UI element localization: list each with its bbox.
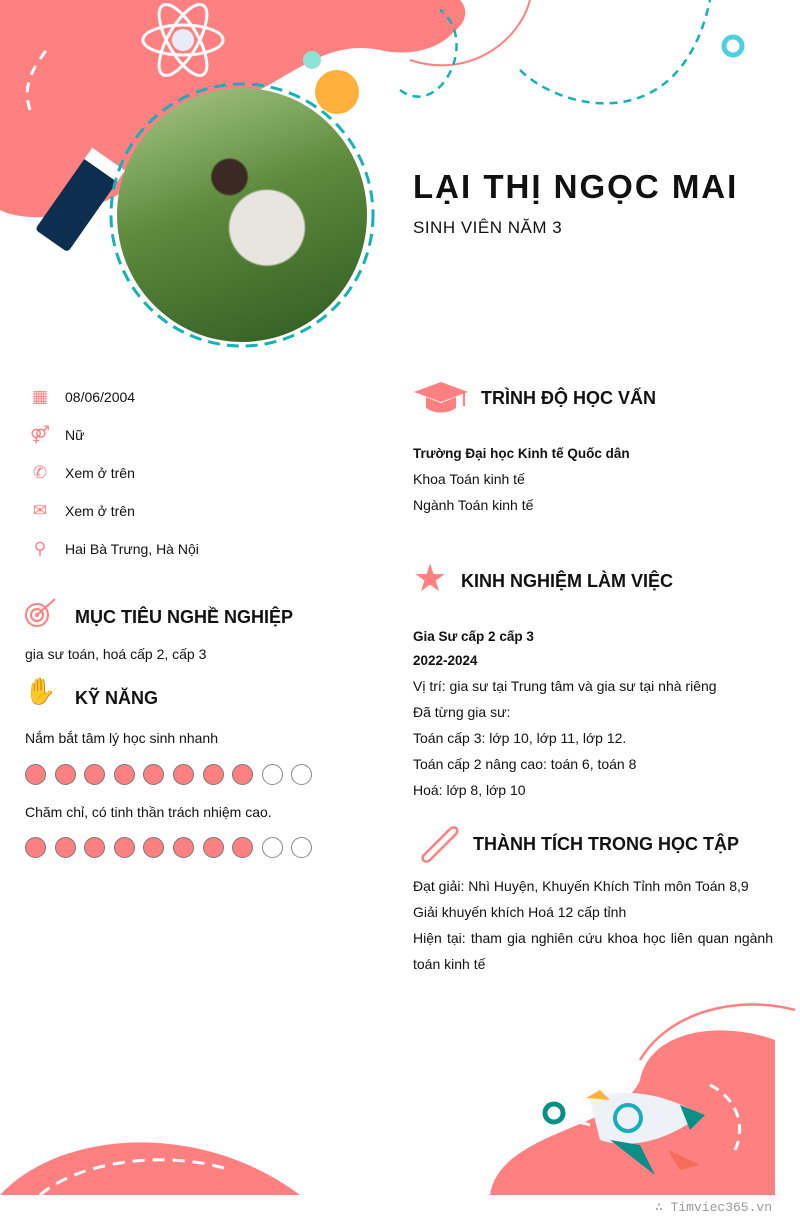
rating-dot-filled: [84, 837, 105, 858]
education-line: Ngành Toán kinh tế: [413, 497, 534, 513]
target-icon: [24, 597, 58, 629]
watermark: ∴ Timviec365.vn: [654, 1200, 772, 1215]
experience-line: Hoá: lớp 8, lớp 10: [413, 782, 526, 798]
candidate-title: SINH VIÊN NĂM 3: [413, 218, 563, 237]
skill-name: Chăm chỉ, có tinh thần trách nhiệm cao.: [25, 804, 272, 820]
info-value: Xem ở trên: [65, 465, 135, 481]
gender-icon: ⚤: [30, 425, 50, 444]
experience-line: Vị trí: gia sư tại Trung tâm và gia sư tại nhà riêng: [413, 678, 717, 694]
info-value: Hai Bà Trưng, Hà Nội: [65, 541, 199, 557]
objective-heading: MỤC TIÊU NGHỀ NGHIỆP: [75, 607, 294, 627]
experience-job: Gia Sư cấp 2 cấp 3: [413, 629, 534, 644]
skill-name: Nắm bắt tâm lý học sinh nhanh: [25, 730, 218, 746]
objective-text: gia sư toán, hoá cấp 2, cấp 3: [25, 646, 207, 662]
candidate-name: LẠI THỊ NGỌC MAI: [413, 168, 739, 205]
rating-dot-filled: [143, 837, 164, 858]
skill-rating: [25, 764, 312, 785]
info-address: [30, 539, 199, 559]
rating-dot-filled: [55, 764, 76, 785]
profile-photo: [117, 88, 367, 342]
rating-dot-filled: [232, 837, 253, 858]
location-icon: ⚲: [33, 539, 47, 558]
rating-dot-filled: [203, 764, 224, 785]
rating-dot-filled: [143, 764, 164, 785]
rating-dot-filled: [55, 837, 76, 858]
education-heading: TRÌNH ĐỘ HỌC VẤN: [481, 388, 656, 408]
info-phone: [30, 463, 135, 483]
rating-dot-filled: [114, 764, 135, 785]
rating-dot-filled: [114, 837, 135, 858]
rating-dot-empty: [262, 837, 283, 858]
rating-dot-filled: [84, 764, 105, 785]
experience-period: 2022-2024: [413, 653, 478, 668]
achievement-line: Hiện tại: tham gia nghiên cứu khoa học liên quan ngành: [413, 930, 773, 946]
skills-heading: KỸ NĂNG: [75, 688, 159, 708]
star-icon: ★: [413, 558, 448, 600]
info-value: Xem ở trên: [65, 503, 135, 519]
rating-dot-filled: [173, 764, 194, 785]
rating-dot-empty: [291, 837, 312, 858]
graduation-cap-icon: [414, 380, 468, 414]
paperclip-icon: [416, 823, 460, 863]
experience-line: Đã từng gia sư:: [413, 704, 511, 720]
email-icon: ✉: [32, 501, 48, 520]
achievement-line: toán kinh tế: [413, 956, 486, 972]
rating-dot-filled: [203, 837, 224, 858]
phone-icon: ✆: [32, 463, 48, 482]
skill-rating: [25, 837, 312, 858]
info-birthdate: [30, 387, 135, 407]
calendar-icon: ▦: [31, 387, 49, 406]
experience-heading: KINH NGHIỆM LÀM VIỆC: [461, 571, 674, 591]
rating-dot-filled: [173, 837, 194, 858]
experience-line: Toán cấp 3: lớp 10, lớp 11, lớp 12.: [413, 730, 627, 746]
info-gender: [30, 425, 84, 445]
education-line: Khoa Toán kinh tế: [413, 471, 525, 487]
rating-dot-empty: [262, 764, 283, 785]
rating-dot-filled: [25, 837, 46, 858]
rating-dot-empty: [291, 764, 312, 785]
achievement-line: Giải khuyến khích Hoá 12 cấp tỉnh: [413, 904, 627, 920]
achievements-heading: THÀNH TÍCH TRONG HỌC TẬP: [473, 834, 739, 854]
info-value: 08/06/2004: [65, 389, 136, 405]
rating-dot-filled: [232, 764, 253, 785]
info-value: Nữ: [65, 427, 85, 443]
info-email: [30, 501, 135, 521]
education-school: Trường Đại học Kinh tế Quốc dân: [413, 446, 630, 461]
experience-line: Toán cấp 2 nâng cao: toán 6, toán 8: [413, 756, 637, 772]
achievement-line: Đạt giải: Nhì Huyện, Khuyến Khích Tỉnh môn Toán 8,9: [413, 878, 749, 894]
rating-dot-filled: [25, 764, 46, 785]
hand-icon: ✋: [24, 676, 57, 706]
